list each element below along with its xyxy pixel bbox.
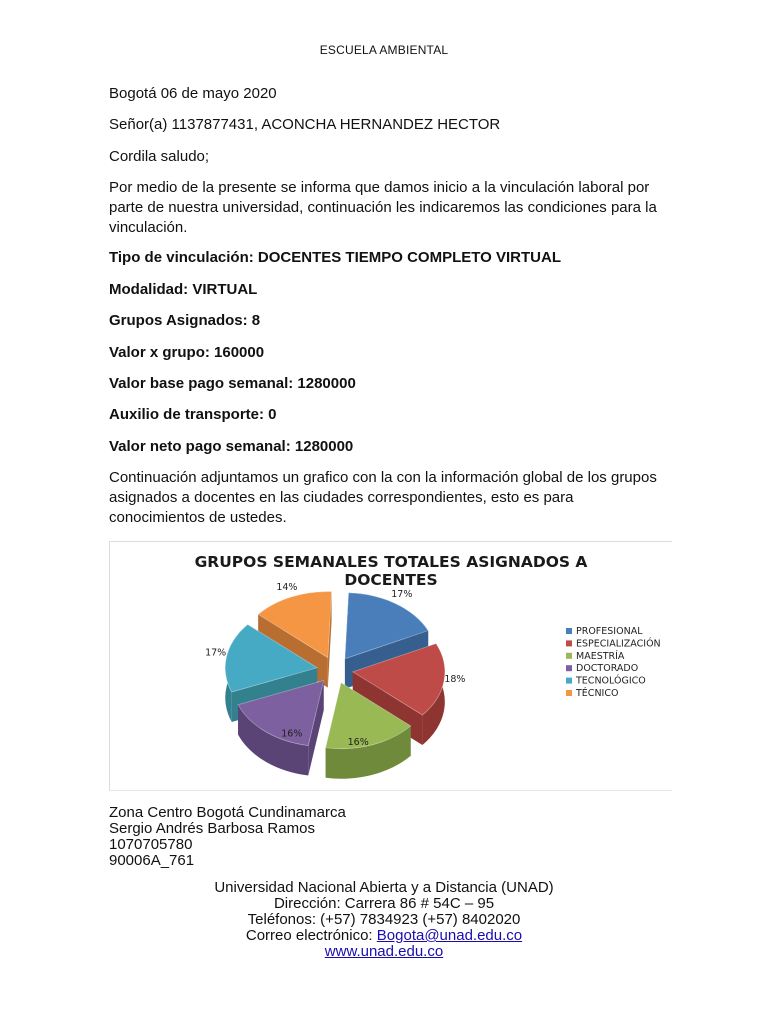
letter-date: Bogotá 06 de mayo 2020 (109, 85, 277, 102)
legend-label: TECNOLÓGICO (576, 675, 646, 687)
field-modalidad: Modalidad: VIRTUAL (109, 281, 258, 298)
website-link[interactable]: www.unad.edu.co (324, 943, 444, 960)
data-label-profesional: 17% (391, 589, 413, 601)
letter-intro: Por medio de la presente se informa que damos inicio a la vinculación laboral por parte de nuestra universidad, continuación les indicaremos las condiciones para la vinculación. (109, 179, 657, 236)
field-grupos-asignados: Grupos Asignados: 8 (109, 312, 261, 329)
legend-item-tecnologico (566, 675, 646, 687)
field-valor-base: Valor base pago semanal: 1280000 (109, 375, 356, 392)
chart-title-line-2: DOCENTES (344, 571, 438, 589)
footer-zone: Zona Centro Bogotá Cundinamarca (109, 804, 346, 821)
legend-swatch (566, 653, 572, 659)
chart-legend (566, 626, 661, 699)
footer-address: Dirección: Carrera 86 # 54C – 95 (273, 895, 495, 912)
legend-item-profesional (566, 626, 643, 637)
letter-closing: Continuación adjuntamos un grafico con la con la información global de los grupos asignados a docentes en las ciudades correspondientes, esto es para conocimientos de ustedes. (109, 469, 657, 526)
legend-swatch (566, 628, 572, 634)
school-header: ESCUELA AMBIENTAL (319, 43, 449, 57)
email-link[interactable]: Bogota@unad.edu.co (376, 927, 523, 944)
legend-item-especializacion (566, 637, 661, 649)
legend-swatch (566, 678, 572, 684)
field-valor-neto: Valor neto pago semanal: 1280000 (109, 438, 354, 455)
legend-item-maestria (566, 650, 625, 662)
field-auxilio-transporte: Auxilio de transporte: 0 (109, 406, 277, 423)
footer-email-label: Correo electrónico: (245, 927, 377, 944)
footer-id: 1070705780 (109, 836, 193, 853)
footer-email-line (0, 928, 768, 944)
letter-recipient: Señor(a) 1137877431, ACONCHA HERNANDEZ HECTOR (109, 116, 501, 133)
letter-greeting: Cordila saludo; (109, 148, 210, 165)
pie-chart-container (109, 541, 672, 791)
legend-label: TÉCNICO (576, 688, 619, 699)
field-valor-grupo: Valor x grupo: 160000 (109, 344, 265, 361)
legend-item-doctorado (566, 663, 638, 674)
footer-code: 90006A_761 (109, 852, 195, 869)
legend-label: ESPECIALIZACIÓN (576, 638, 661, 650)
data-label-doctorado: 16% (281, 728, 303, 740)
field-tipo-vinculacion: Tipo de vinculación: DOCENTES TIEMPO COMPLETO VIRTUAL (109, 249, 561, 266)
chart-title-line-1: GRUPOS SEMANALES TOTALES ASIGNADOS A (194, 553, 588, 571)
legend-swatch (566, 690, 572, 696)
data-label-tecnologico: 17% (205, 647, 227, 659)
pie-chart (110, 542, 672, 790)
legend-label: PROFESIONAL (576, 626, 643, 637)
footer-name: Sergio Andrés Barbosa Ramos (109, 820, 315, 837)
footer-university-info (0, 880, 768, 960)
legend-label: MAESTRÍA (576, 650, 625, 662)
legend-swatch (566, 640, 572, 646)
legend-swatch (566, 665, 572, 671)
data-label-tecnico: 14% (276, 581, 298, 593)
data-label-maestria: 16% (347, 736, 369, 748)
legend-item-tecnico (566, 687, 618, 699)
footer-sender (109, 805, 346, 869)
data-label-especializacion: 18% (444, 673, 466, 685)
legend-label: DOCTORADO (576, 663, 639, 675)
footer-university: Universidad Nacional Abierta y a Distancia (UNAD) (214, 879, 554, 896)
pie-slices (205, 582, 465, 779)
footer-phones: Teléfonos: (+57) 7834923 (+57) 8402020 (247, 911, 521, 928)
